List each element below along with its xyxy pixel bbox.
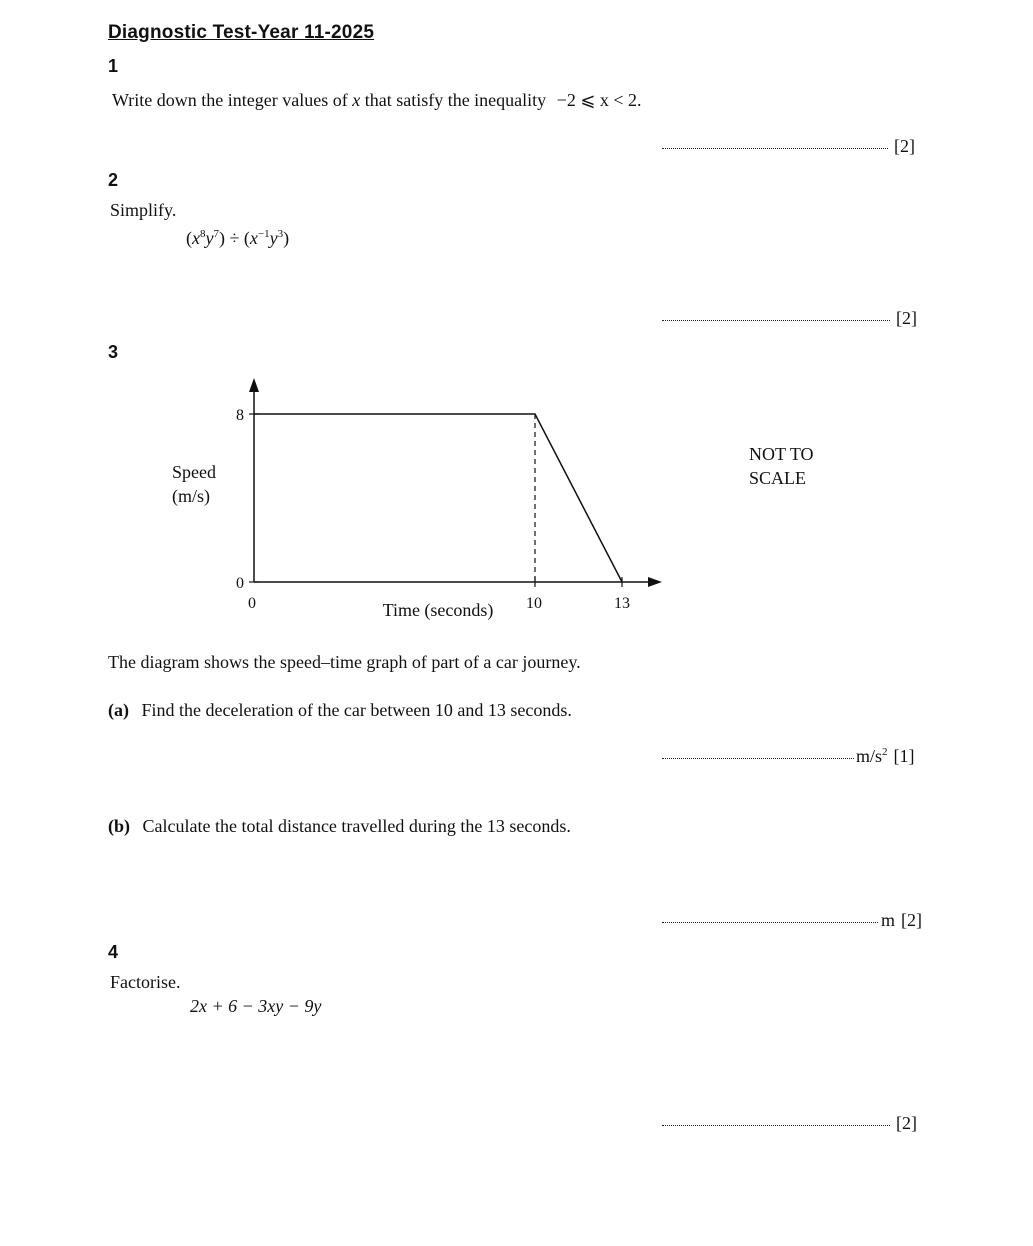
x-axis-label: Time (seconds) — [382, 600, 494, 620]
y-axis-arrow — [249, 378, 259, 392]
question-1-text-middle: that satisfy the inequality — [364, 90, 547, 110]
part-b-text: Calculate the total distance travelled during the 13 seconds. — [142, 816, 571, 836]
answer-dots[interactable] — [662, 320, 890, 321]
speed-time-graph — [150, 370, 690, 630]
question-1-marks: [2] — [894, 136, 915, 156]
x-tick-label-0: 0 — [248, 595, 256, 612]
question-3a-answer-line[interactable] — [662, 746, 915, 767]
expr-base-y: y — [269, 228, 278, 248]
question-2-number: 2 — [108, 170, 119, 190]
question-3a — [108, 700, 572, 721]
expr-exponent: 3 — [277, 228, 284, 240]
question-1-answer-line[interactable] — [662, 136, 915, 157]
expr-base-y: y — [205, 228, 214, 248]
y-axis-label-line-1: Speed — [172, 462, 216, 482]
question-3b — [108, 816, 571, 837]
unit-text: m/s — [856, 746, 883, 766]
question-2-text: Simplify. — [110, 200, 177, 220]
y-axis-label-line-2: (m/s) — [172, 486, 210, 506]
question-4-text: Factorise. — [110, 972, 181, 992]
page-title: Diagnostic Test-Year 11-2025 — [108, 22, 375, 43]
speed-line — [254, 414, 622, 582]
part-b-label: (b) — [108, 816, 130, 836]
part-a-label: (a) — [108, 700, 129, 720]
question-1-inequality: −2 ⩽ x < 2. — [556, 90, 642, 110]
y-tick-label-0: 0 — [236, 575, 244, 592]
part-a-text: Find the deceleration of the car between 10 and 13 seconds. — [141, 700, 572, 720]
divide-sign: ÷ — [229, 228, 240, 248]
part-b-unit: m — [881, 910, 896, 930]
not-to-scale-line-2: SCALE — [749, 468, 807, 488]
question-4-answer-line[interactable] — [662, 1113, 917, 1134]
question-4-expression: 2x + 6 − 3xy − 9y — [190, 996, 322, 1016]
expr-base-x: x — [192, 228, 200, 248]
question-3-description: The diagram shows the speed–time graph of part of a car journey. — [108, 652, 581, 672]
expr-exponent: 8 — [200, 228, 206, 240]
x-axis-arrow — [648, 577, 662, 587]
question-1-number: 1 — [108, 56, 119, 76]
question-3b-answer-line[interactable] — [662, 910, 922, 931]
x-tick-label-10: 10 — [526, 595, 542, 612]
question-2-marks: [2] — [896, 308, 917, 328]
question-4-marks: [2] — [896, 1113, 917, 1133]
expr-base-x: x — [249, 228, 258, 248]
not-to-scale-line-1: NOT TO — [749, 444, 814, 464]
expr-exponent: −1 — [257, 228, 270, 240]
y-tick-label-8: 8 — [236, 407, 244, 424]
question-1-text — [112, 90, 642, 111]
part-b-marks: [2] — [901, 910, 923, 930]
x-tick-label-13: 13 — [614, 595, 630, 612]
part-a-unit — [856, 746, 888, 767]
answer-dots[interactable] — [662, 148, 888, 149]
answer-dots[interactable] — [662, 1125, 890, 1126]
unit-exponent: 2 — [882, 746, 888, 758]
question-2-expression: $(x^8y^7) \div (x^{-1}y^3)$ — [186, 228, 290, 248]
part-a-marks: [1] — [893, 746, 915, 766]
question-2-answer-line[interactable] — [662, 308, 917, 329]
question-3-number: 3 — [108, 342, 119, 362]
question-1-text-start: Write down the integer values of — [112, 90, 348, 110]
question-1-variable: x — [352, 90, 361, 110]
answer-dots[interactable] — [662, 922, 878, 923]
answer-dots[interactable] — [662, 758, 854, 759]
question-4-number: 4 — [108, 942, 119, 962]
expr-exponent: 7 — [213, 228, 219, 240]
